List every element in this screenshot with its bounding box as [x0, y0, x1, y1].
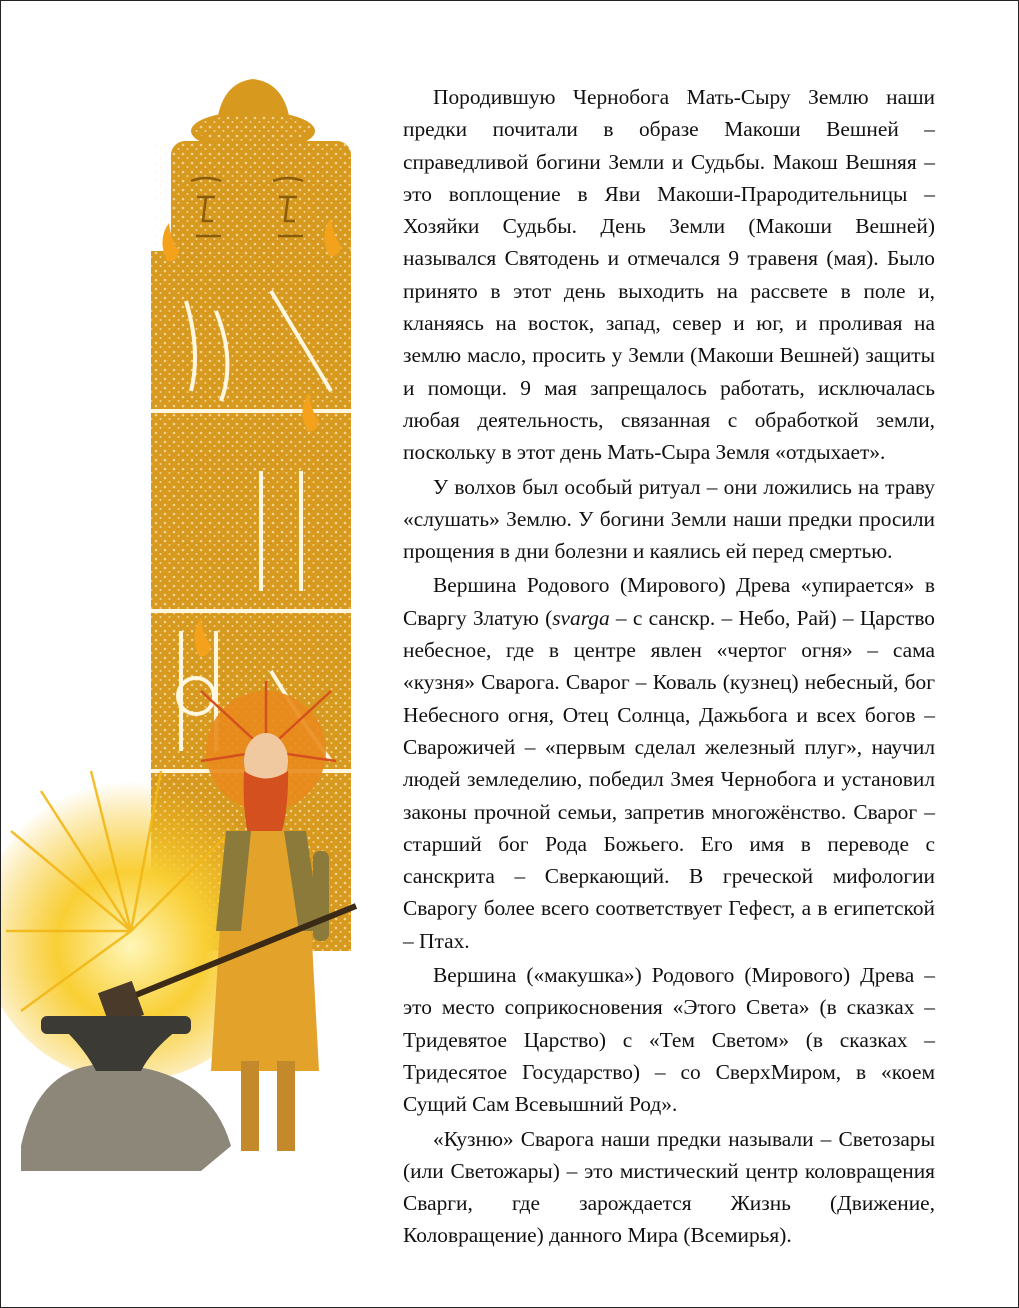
illustration [1, 71, 401, 1221]
paragraph: Породившую Чернобога Мать-Сыру Землю наши предки почитали в образе Макоши Вешней – справедливой богини Земли и Судьбы. Макош Вешняя – это воплощение в Яви Макоши-Прародительницы – Хозяйки Судьбы. День Земли (Макоши Вешней) назывался Святодень и отмечался 9 травеня (мая). Было принято в этот день выходить на рассвете в поле и, кланяясь на восток, запад, север и юг, и проливая на землю масло, просить у Земли (Макоши Вешней) защиты и помощи. 9 мая запрещалось работать, исключалась любая деятельность, связанная с обработкой земли, поскольку в этот день Мать-Сыра Земля «отдыхает». [403, 85, 935, 465]
paragraph: У волхов был особый ритуал – они ложились на траву «слушать» Землю. У богини Земли наши предки просили прощения в дни болезни и каялись ей перед смертью. [403, 474, 935, 564]
italic-term: svarga [552, 605, 610, 630]
paragraph: Вершина («макушка») Родового (Мирового) Древа – это место соприкосновения «Этого Света» (в сказках – Тридевятое Царство) с «Тем Светом» (в сказках – Тридесятое Государство) – со СверхМиром, в «коем Сущий Сам Всевышний Род». [403, 963, 935, 1117]
paragraph-segment: Вершина Родового (Мирового) Древа «упирается» в Сваргу Златую ( [403, 573, 935, 630]
paragraph-segment: – с санскр. – Небо, Рай) – Царство небесное, где в центре явлен «чертог огня» – сама «кузня» Сварога. Сварог – Коваль (кузнец) небесный, бог Небесного огня, Отец Солнца, Дажьбога и всех богов – Сварожичей – «первым сделал железный плуг», научил людей земледелию, победил Змея Чернобога и установил законы прочной семьи, запретив многожёнство. Сварог – старший бог Рода Божьего. Его имя в переводе с санскрита – Сверкающий. В греческой мифологии Сварогу более всего соответствует Гефест, а в египетской – Птах. [403, 605, 935, 953]
paragraph: «Кузню» Сварога наши предки называли – Светозары (или Светожары) – это мистический центр коловращения Сварги, где зарождается Жизнь (Движение, Коловращение) данного Мира (Всемирья). [403, 1126, 935, 1248]
text-column [403, 81, 935, 1252]
illustration-svg [1, 71, 401, 1221]
paragraph [403, 569, 935, 957]
